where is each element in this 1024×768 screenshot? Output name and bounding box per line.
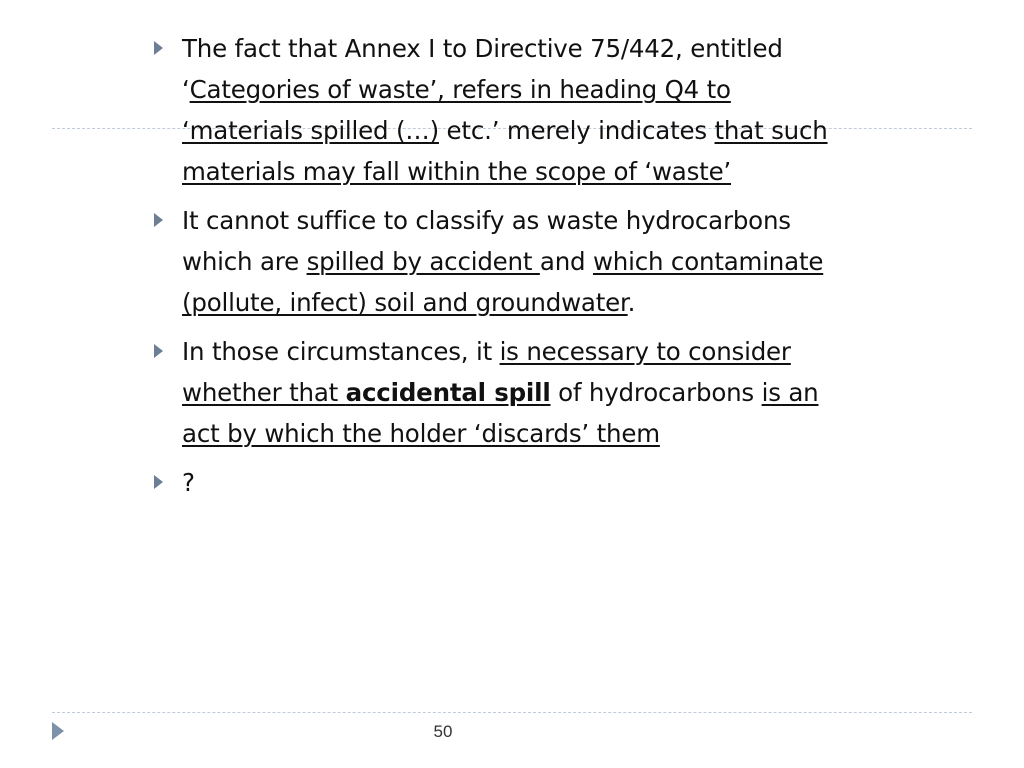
page-number: 50 [433, 722, 453, 741]
bullet-arrow-icon [154, 344, 163, 358]
text-segment: and [539, 247, 593, 276]
underlined-text: Categories of waste’, refers in heading Q4 to ‘materials spilled (…) [182, 75, 731, 145]
bullet-item [148, 462, 848, 503]
text-segment: It cannot suffice to classify as waste hydrocarbons which are [182, 206, 791, 276]
corner-arrow-icon [52, 722, 64, 740]
text-segment: etc.’ merely indicates [438, 116, 715, 145]
underlined-text: is an act by which the holder ‘discards’ them [182, 378, 819, 448]
bullet-arrow-icon [154, 41, 163, 55]
bottom-dashed-rule [52, 712, 972, 713]
bullet-arrow-icon [154, 475, 163, 489]
bold-underlined-text: accidental spill [345, 378, 551, 407]
bullet-item [148, 28, 848, 192]
text-segment: ? [182, 468, 195, 497]
bullet-text [182, 34, 828, 186]
bullet-text [182, 468, 195, 497]
bullet-text [182, 206, 823, 317]
bullet-text [182, 337, 819, 448]
text-segment: of hydrocarbons [550, 378, 762, 407]
text-segment: The fact that Annex I to Directive 75/442, entitled ‘ [182, 34, 783, 104]
bullet-arrow-icon [154, 213, 163, 227]
text-segment: . [627, 288, 636, 317]
underlined-text: which contaminate (pollute, infect) soil and groundwater [182, 247, 824, 317]
underlined-text: spilled by accident [306, 247, 540, 276]
text-segment: In those circumstances, it [182, 337, 500, 366]
underlined-text: that such materials may fall within the scope of ‘waste’ [182, 116, 828, 186]
bullet-list [148, 28, 848, 511]
bullet-item [148, 200, 848, 323]
bullet-item [148, 331, 848, 454]
underlined-text: is necessary to consider whether that [182, 337, 791, 407]
